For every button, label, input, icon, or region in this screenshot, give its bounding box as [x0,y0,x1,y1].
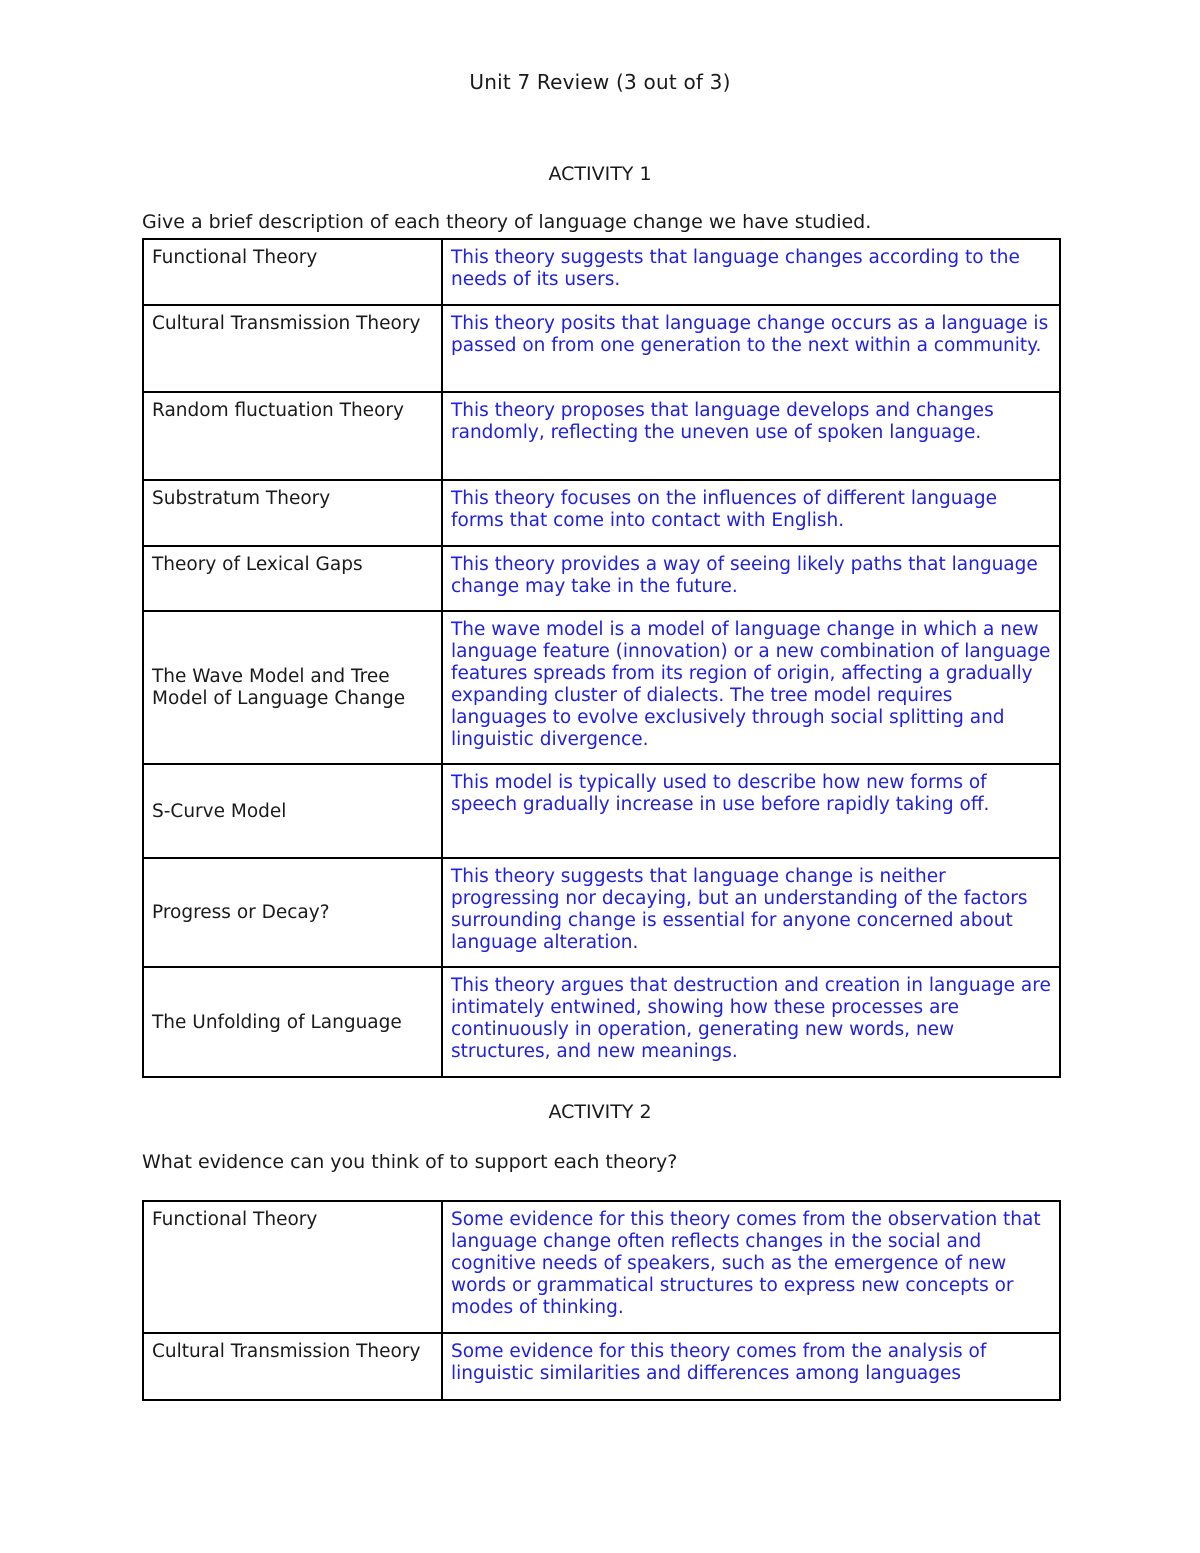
table-row [143,967,1060,1077]
activity-1-instruction: Give a brief description of each theory of language change we have studied. [142,211,872,233]
table-row [143,1333,1060,1400]
term-cell: Functional Theory [143,239,442,305]
description-cell: This theory posits that language change occurs as a language is passed on from one generation to the next within a community. [442,305,1060,392]
term-cell: The Wave Model and Tree Model of Language Change [143,611,442,764]
activity-1-heading: ACTIVITY 1 [548,163,652,185]
description-cell: This theory proposes that language develops and changes randomly, reflecting the uneven use of spoken language. [442,392,1060,480]
term-cell: S-Curve Model [143,764,442,858]
activity-2-heading: ACTIVITY 2 [548,1101,652,1123]
term-cell: Cultural Transmission Theory [143,305,442,392]
term-cell: Random fluctuation Theory [143,392,442,480]
table-row [143,392,1060,480]
table-row [143,239,1060,305]
term-cell: Functional Theory [143,1201,442,1333]
table-row [143,858,1060,967]
table-row [143,546,1060,611]
table-row [143,305,1060,392]
description-cell: This theory suggests that language changes according to the needs of its users. [442,239,1060,305]
term-cell: Substratum Theory [143,480,442,546]
description-cell: The wave model is a model of language change in which a new language feature (innovation) or a new combination of language features spreads from its region of origin, affecting a gradually expanding cluster of dialects. The tree model requires languages to evolve exclusively through social splitting and linguistic divergence. [442,611,1060,764]
term-cell: The Unfolding of Language [143,967,442,1077]
description-cell: This theory suggests that language change is neither progressing nor decaying, but an understanding of the factors surrounding change is essential for anyone concerned about language alteration. [442,858,1060,967]
activity-2-instruction: What evidence can you think of to support each theory? [142,1151,678,1173]
description-cell: Some evidence for this theory comes from the observation that language change often reflects changes in the social and cognitive needs of speakers, such as the emergence of new words or grammatical structures to express new concepts or modes of thinking. [442,1201,1060,1333]
term-cell: Cultural Transmission Theory [143,1333,442,1400]
description-cell: This theory provides a way of seeing likely paths that language change may take in the future. [442,546,1060,611]
term-cell: Theory of Lexical Gaps [143,546,442,611]
table-row [143,1201,1060,1333]
description-cell: Some evidence for this theory comes from the analysis of linguistic similarities and differences among languages [442,1333,1060,1400]
description-cell: This theory focuses on the influences of different language forms that come into contact with English. [442,480,1060,546]
description-cell: This model is typically used to describe how new forms of speech gradually increase in use before rapidly taking off. [442,764,1060,858]
activity-1-table [142,238,1061,1078]
description-cell: This theory argues that destruction and creation in language are intimately entwined, showing how these processes are continuously in operation, generating new words, new structures, and new meanings. [442,967,1060,1077]
table-row [143,611,1060,764]
table-row [143,480,1060,546]
table-row [143,764,1060,858]
term-cell: Progress or Decay? [143,858,442,967]
document-title: Unit 7 Review (3 out of 3) [469,70,731,94]
activity-2-table [142,1200,1061,1401]
